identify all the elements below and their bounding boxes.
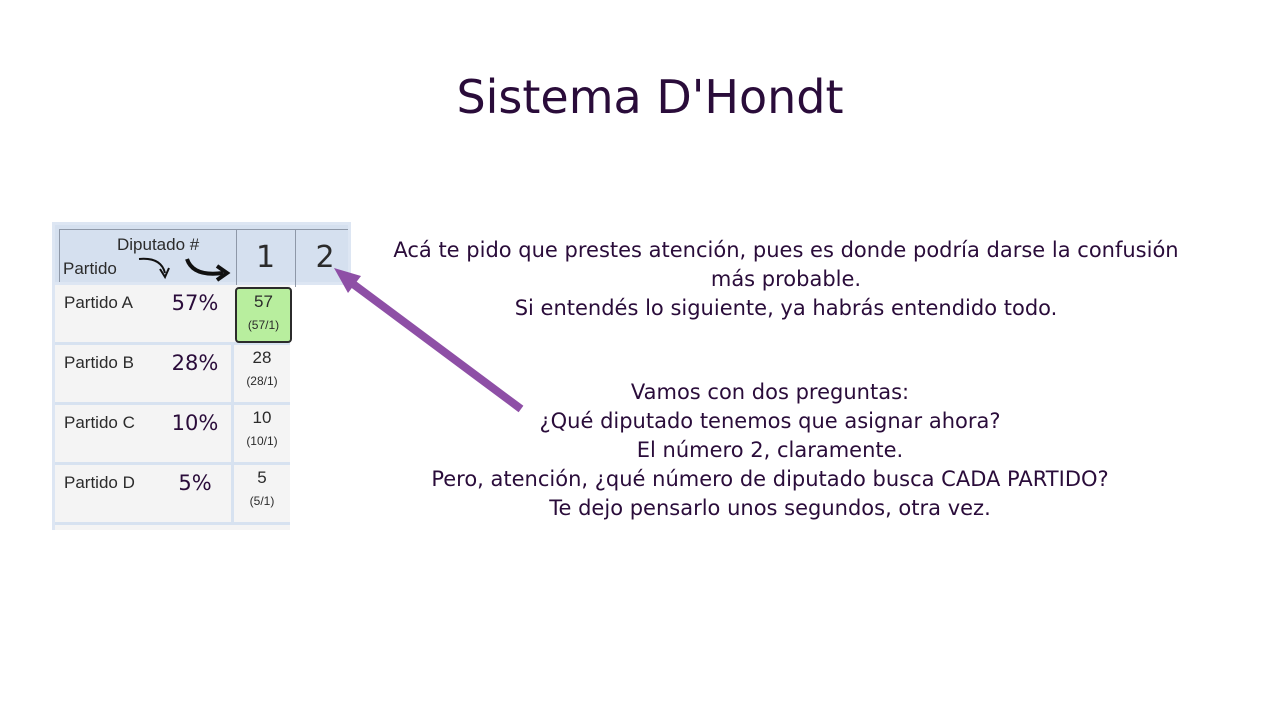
intro-line: más probable. xyxy=(710,267,862,291)
intro-line: Acá te pido que prestes atención, pues es donde podría darse la confusión xyxy=(393,238,1179,262)
quotient-value: 57 xyxy=(254,292,273,311)
quotient-value: 5 xyxy=(257,468,267,487)
question-line: El número 2, claramente. xyxy=(636,438,904,462)
quotient-formula: (57/1) xyxy=(247,318,280,332)
quotient-value: 28 xyxy=(252,348,272,367)
question-line: Vamos con dos preguntas: xyxy=(630,380,910,404)
party-name: Partido D xyxy=(64,473,135,492)
quotient-value: 10 xyxy=(252,408,272,427)
party-percent: 28% xyxy=(171,351,219,375)
party-name: Partido C xyxy=(64,413,135,432)
party-percent: 10% xyxy=(171,411,219,435)
intro-text xyxy=(376,236,1196,323)
column-header-2: 2 xyxy=(295,229,354,287)
questions-text xyxy=(360,378,1180,523)
quotient-formula: (28/1) xyxy=(246,374,278,388)
question-line: Te dejo pensarlo unos segundos, otra vez. xyxy=(549,496,991,520)
column-header-1: 1 xyxy=(236,229,294,287)
quotient-formula: (5/1) xyxy=(249,494,275,508)
party-percent: 57% xyxy=(171,291,219,315)
party-percent: 5% xyxy=(178,471,212,495)
party-name: Partido B xyxy=(64,353,134,372)
party-name: Partido A xyxy=(64,293,133,312)
question-line: ¿Qué diputado tenemos que asignar ahora? xyxy=(539,409,1001,433)
slide-title: Sistema D'Hondt xyxy=(456,70,844,124)
partido-header-label: Partido xyxy=(63,259,117,278)
question-line: Pero, atención, ¿qué número de diputado busca CADA PARTIDO? xyxy=(431,467,1109,491)
quotient-formula: (10/1) xyxy=(246,434,278,448)
diputado-header-label: Diputado # xyxy=(117,235,200,254)
intro-line: Si entendés lo siguiente, ya habrás entendido todo. xyxy=(514,296,1058,320)
